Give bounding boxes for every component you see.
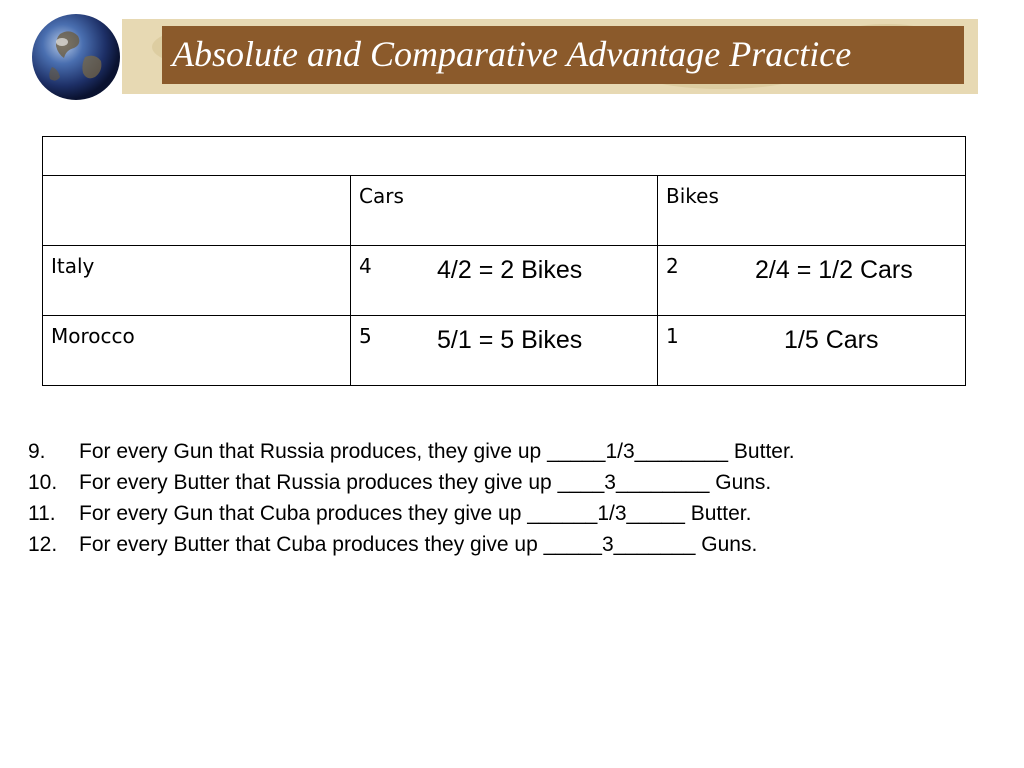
question-text: For every Butter that Russia produces they give up ____3________ Guns.: [79, 471, 772, 494]
question-number: 11.: [28, 502, 56, 525]
question-number: 10.: [28, 471, 58, 494]
cars-opportunity-cost: 5/1 = 5 Bikes: [437, 326, 583, 354]
page-title: Absolute and Comparative Advantage Practice: [172, 34, 852, 74]
question-number: 12.: [28, 533, 58, 556]
column-header-bikes: [658, 176, 966, 246]
question-text: For every Butter that Cuba produces they give up _____3_______ Guns.: [79, 533, 758, 556]
row-label-cell: [43, 316, 351, 386]
column-header-bikes-label: Bikes: [666, 184, 719, 208]
cars-cell: [351, 246, 658, 316]
list-item: [28, 498, 795, 529]
bikes-cell: [658, 316, 966, 386]
question-text: For every Gun that Cuba produces they give up ______1/3_____ Butter.: [79, 502, 752, 525]
table-header-row: [43, 137, 966, 176]
advantage-table: [42, 136, 966, 386]
row-label: Morocco: [51, 324, 135, 348]
bikes-cell: [658, 246, 966, 316]
cars-opportunity-cost: 4/2 = 2 Bikes: [437, 256, 583, 284]
question-number: 9.: [28, 440, 46, 463]
table-row: [43, 316, 966, 386]
bikes-value: 2: [666, 254, 679, 278]
bikes-value: 1: [666, 324, 679, 348]
table-header-cell: [43, 137, 966, 176]
row-label: Italy: [51, 254, 95, 278]
question-list: [28, 436, 795, 560]
bikes-opportunity-cost: 2/4 = 1/2 Cars: [755, 256, 913, 284]
row-label-cell: [43, 246, 351, 316]
cars-value: 4: [359, 254, 372, 278]
title-box: [162, 26, 964, 84]
cars-value: 5: [359, 324, 372, 348]
table-column-header-row: [43, 176, 966, 246]
column-header-cars-label: Cars: [359, 184, 404, 208]
list-item: [28, 436, 795, 467]
bikes-opportunity-cost: 1/5 Cars: [784, 326, 879, 354]
cars-cell: [351, 316, 658, 386]
column-header-cars: [351, 176, 658, 246]
list-item: [28, 529, 795, 560]
table-row: [43, 246, 966, 316]
column-header-empty: [43, 176, 351, 246]
question-text: For every Gun that Russia produces, they give up _____1/3________ Butter.: [79, 440, 795, 463]
list-item: [28, 467, 795, 498]
globe-icon: [30, 12, 122, 102]
